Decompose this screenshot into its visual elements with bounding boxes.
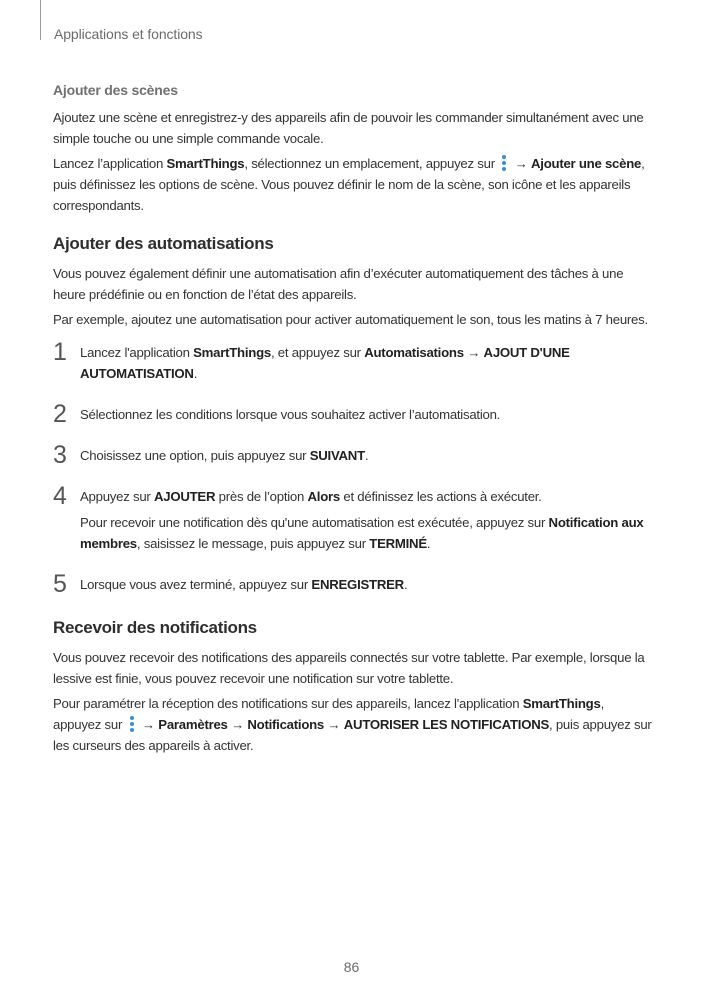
step-item xyxy=(53,441,653,471)
text: , et appuyez sur xyxy=(270,345,365,360)
paragraph: Vous pouvez recevoir des notifications des appareils connectés sur votre tablette. Par exemple, lorsque la lessive est finie, vous pouvez recevoir une notification sur votre tablette. xyxy=(53,650,645,686)
option-then: Alors xyxy=(307,489,340,504)
section-receive-notifications xyxy=(53,618,653,756)
button-label-done: TERMINÉ xyxy=(369,536,427,551)
menu-item-automations: Automatisations xyxy=(364,345,464,360)
menu-item-settings: Paramètres xyxy=(158,717,228,732)
step-text xyxy=(80,445,653,466)
step-number: 1 xyxy=(53,338,67,366)
button-label-add: AJOUTER xyxy=(153,489,216,504)
paragraph: Ajoutez une scène et enregistrez-y des appareils afin de pouvoir les commander simultanément avec une simple touche ou une simple commande vocale. xyxy=(53,110,644,146)
button-label-save: ENREGISTRER xyxy=(311,577,404,592)
more-options-icon xyxy=(129,716,135,732)
menu-item-add-automation: AJOUT D'UNE AUTOMATISATION xyxy=(80,345,570,381)
arrow-text: → xyxy=(324,717,344,732)
app-name: SmartThings xyxy=(522,696,601,711)
step-text: Sélectionnez les conditions lorsque vous souhaitez activer l’automatisation. xyxy=(80,407,501,422)
section-heading: Recevoir des notifications xyxy=(53,618,257,637)
page-number: 86 xyxy=(343,959,360,975)
paragraph xyxy=(53,693,653,756)
step-item xyxy=(53,400,653,430)
page-content xyxy=(53,82,653,774)
text: Choisissez une option, puis appuyez sur xyxy=(80,448,310,463)
menu-item-add-scene: Ajouter une scène xyxy=(531,156,642,171)
paragraph: Vous pouvez également définir une automatisation afin d’exécuter automatiquement des tâches à une heure prédéfinie ou en fonction de l’état des appareils. xyxy=(53,266,624,302)
step-list xyxy=(53,338,653,600)
arrow-text: → xyxy=(138,717,159,732)
text: Lorsque vous avez terminé, appuyez sur xyxy=(80,577,312,592)
text: . xyxy=(364,448,369,463)
text: , puis définissez les options de scène. Vous pouvez définir le nom de la scène, son icône et les appareils correspondants. xyxy=(53,156,645,213)
step-number: 5 xyxy=(53,570,67,598)
arrow-text: → xyxy=(227,717,248,732)
section-heading: Ajouter des scènes xyxy=(53,82,178,98)
app-name: SmartThings xyxy=(166,156,245,171)
step-text xyxy=(80,342,653,384)
step-item xyxy=(53,570,653,600)
text: et définissez les actions à exécuter. xyxy=(339,489,542,504)
paragraph xyxy=(53,153,653,216)
text: , appuyez sur xyxy=(53,696,604,732)
step-item xyxy=(53,482,653,559)
section-add-automations xyxy=(53,234,653,600)
paragraph: Par exemple, ajoutez une automatisation pour activer automatiquement le son, tous les matins à 7 heures. xyxy=(53,312,648,327)
text: , puis appuyez sur les curseurs des appareils à activer. xyxy=(53,717,652,753)
text: , saisissez le message, puis appuyez sur xyxy=(136,536,370,551)
step-text xyxy=(80,574,653,595)
app-name: SmartThings xyxy=(193,345,271,360)
text: . xyxy=(403,577,408,592)
section-heading: Ajouter des automatisations xyxy=(53,234,274,253)
step-number: 4 xyxy=(53,482,67,510)
section-add-scenes xyxy=(53,82,653,216)
menu-item-notifications: Notifications xyxy=(247,717,325,732)
text: Lancez l’application xyxy=(53,156,167,171)
text: . xyxy=(426,536,431,551)
text: Pour recevoir une notification dès qu'une automatisation est exécutée, appuyez sur xyxy=(80,515,549,530)
chapter-title: Applications et fonctions xyxy=(54,26,203,42)
step-item xyxy=(53,338,653,389)
text: . xyxy=(193,366,198,381)
step-number: 3 xyxy=(53,441,67,469)
step-note xyxy=(80,512,653,554)
text: Lancez l'application xyxy=(80,345,194,360)
option-notify-members: Notification aux membres xyxy=(80,515,644,551)
text: , sélectionnez un emplacement, appuyez sur xyxy=(244,156,499,171)
header-divider xyxy=(40,0,41,40)
button-label-next: SUIVANT xyxy=(309,448,365,463)
arrow-text: → xyxy=(511,156,532,171)
arrow-text: → xyxy=(463,345,484,360)
text: Pour paramétrer la réception des notifications sur des appareils, lancez l'application xyxy=(53,696,523,711)
step-text xyxy=(80,486,653,507)
text: Appuyez sur xyxy=(80,489,154,504)
button-label-allow-notifications: AUTORISER LES NOTIFICATIONS xyxy=(343,717,550,732)
step-number: 2 xyxy=(53,400,67,428)
text: près de l’option xyxy=(215,489,308,504)
more-options-icon xyxy=(501,155,507,171)
